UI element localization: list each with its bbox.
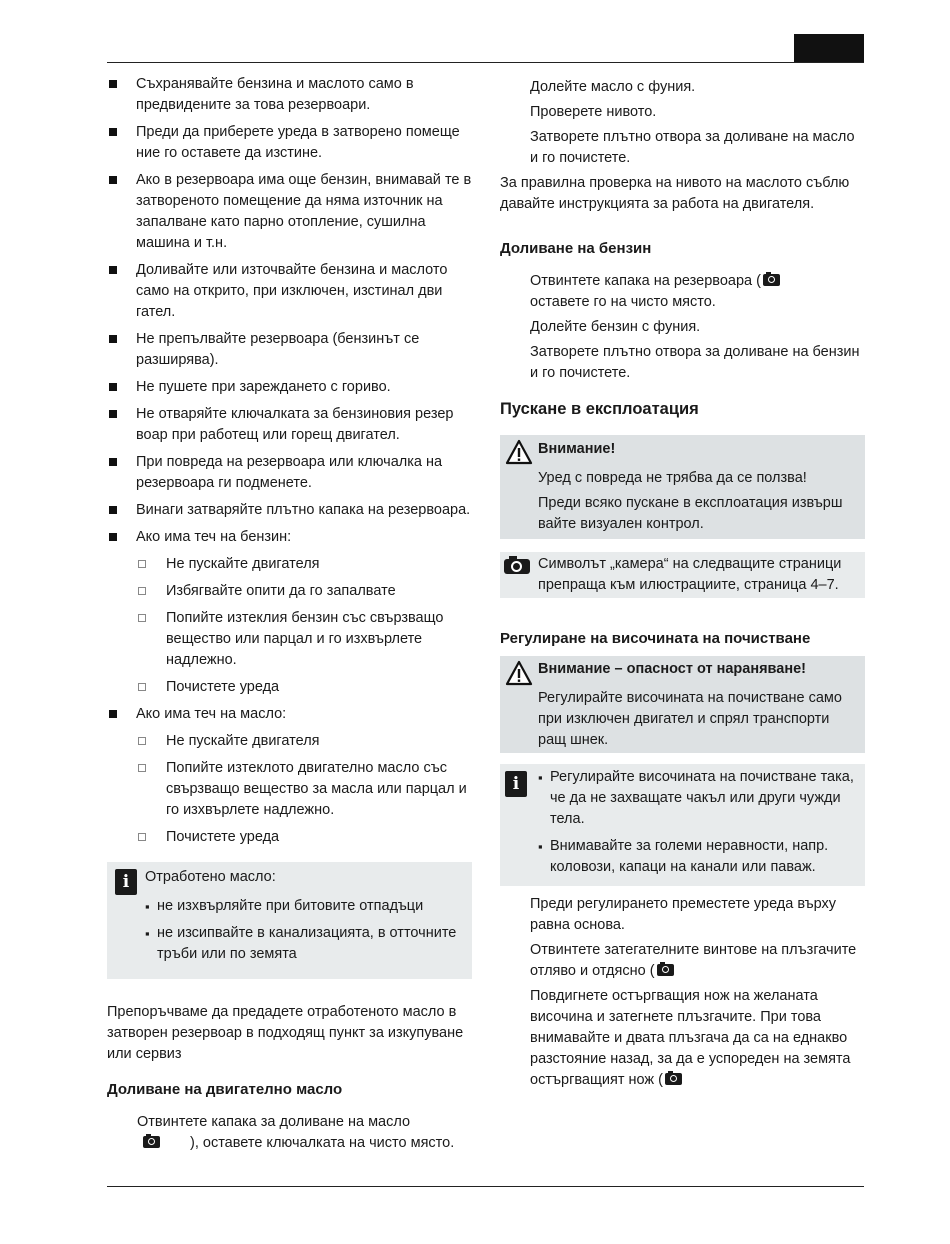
- list-item: Доливайте или източвайте бензина и маслото само на открито, при изключен, изстинал дви гател.: [107, 260, 472, 323]
- fuel-section-heading: Доливане на бензин: [500, 240, 652, 257]
- oil-leak-sublist: [136, 731, 472, 848]
- height-step: Преди регулирането преместете уреда върху равна основа.: [530, 896, 837, 933]
- warning-line: Уред с повреда не трябва да се ползва!: [538, 470, 807, 486]
- height-step-3: [500, 986, 865, 1091]
- height-step-2-text: Отвинтете затегателните винтове на плъзгачите отляво и отдясно (: [530, 942, 857, 979]
- list-item: Ако в резервоара има още бензин, внимавай те в затвореното помещение да няма източник на запалване като парно отопление, сушилна машина и т.н.: [107, 170, 472, 254]
- used-oil-title: Отработено масло:: [145, 869, 276, 885]
- fuel-leak-sublist: [136, 554, 472, 698]
- camera-icon: [665, 1073, 682, 1085]
- camera-icon: [143, 1136, 160, 1148]
- camera-icon: [504, 559, 530, 574]
- header-rule: [107, 62, 864, 63]
- height-info-list: [538, 767, 857, 878]
- list-item: Винаги затваряйте плътно капака на резервоара.: [107, 500, 472, 521]
- list-item: ▪ не изхвърляйте при битовите отпадъци: [145, 896, 464, 917]
- sub-list-item: Не пускайте двигателя: [136, 731, 472, 752]
- warning-text: Регулирайте височината на почистване само при изключен двигател и спрял транспорти ращ шнек.: [538, 690, 842, 748]
- fuel-step-1-text: Отвинтете капака на резервоара (: [530, 273, 761, 289]
- oil-step: Проверете нивото.: [530, 104, 657, 120]
- oil-leak-label: Ако има теч на масло:: [136, 706, 287, 722]
- list-item: Не пушете при зареждането с гориво.: [107, 377, 472, 398]
- fuel-leak-item: [107, 527, 472, 698]
- fuel-step: Затворете плътно отвора за доливане на бензин и го почистете.: [530, 344, 860, 381]
- right-column: [500, 77, 865, 1095]
- info-icon: i: [115, 869, 137, 895]
- left-column: [107, 74, 472, 1158]
- oil-note: За правилна проверка на нивото на маслото съблю давайте инструкцията за работа на двигателя.: [500, 175, 850, 212]
- list-item: ▪ Внимавайте за големи неравности, напр. коловози, капаци на канали или паваж.: [538, 836, 857, 878]
- sub-list-item: Почистете уреда: [136, 677, 472, 698]
- oil-step-1-text-cont: ), оставете ключалката на чисто място.: [190, 1135, 455, 1151]
- fuel-leak-label: Ако има теч на бензин:: [136, 529, 292, 545]
- startup-heading: Пускане в експлоатация: [500, 400, 699, 418]
- oil-step-1-text: Отвинтете капака за доливане на масло: [137, 1114, 411, 1130]
- safety-list: [107, 74, 472, 848]
- fuel-step-1-text-cont: оставете го на чисто място.: [530, 294, 716, 310]
- sub-list-item: Избягвайте опити да го запалвате: [136, 581, 472, 602]
- fuel-step: Долейте бензин с фуния.: [530, 319, 701, 335]
- used-oil-info-box: [107, 862, 472, 979]
- info-icon: i: [505, 771, 527, 797]
- page-tab-marker: [794, 34, 864, 62]
- sub-list-item: Почистете уреда: [136, 827, 472, 848]
- oil-leak-item: [107, 704, 472, 848]
- list-item: ▪ не изсипвайте в канализацията, в отточните тръби или по земята: [145, 923, 464, 965]
- sub-list-item: Не пускайте двигателя: [136, 554, 472, 575]
- warning-triangle-icon: [505, 439, 533, 465]
- height-info-box: [500, 764, 865, 886]
- oil-section-heading: Доливане на двигателно масло: [107, 1081, 343, 1098]
- recommend-paragraph: Препоръчваме да предадете отработеното масло в затворен резервоар в подходящ пункт за изкупуване или сервиз: [107, 1004, 464, 1062]
- list-item: Не препълвайте резервоара (бензинът се разширява).: [107, 329, 472, 371]
- oil-step: Затворете плътно отвора за доливане на масло и го почистете.: [530, 129, 855, 166]
- list-item: Преди да приберете уреда в затворено помеще ние го оставете да изстине.: [107, 122, 472, 164]
- height-step-2: [500, 940, 865, 982]
- warning-title: Внимание – опасност от нараняване!: [538, 661, 806, 677]
- list-item: Съхранявайте бензина и маслото само в предвидените за това резервоари.: [107, 74, 472, 116]
- warning-triangle-icon: [505, 660, 533, 686]
- camera-icon: [657, 964, 674, 976]
- sub-list-item: Попийте изтеклия бензин със свързващо вещество или парцал и го изхвърлете надлежно.: [136, 608, 472, 671]
- used-oil-list: [145, 896, 464, 965]
- list-item: ▪ Регулирайте височината на почистване така, че да не захващате чакъл или други чужди тела.: [538, 767, 857, 830]
- height-warning-box: [500, 656, 865, 753]
- warning-title: Внимание!: [538, 441, 616, 457]
- startup-warning-box: [500, 435, 865, 539]
- list-item: При повреда на резервоара или ключалка на резервоара ги подменете.: [107, 452, 472, 494]
- sub-list-item: Попийте изтеклото двигателно масло със свързващо вещество за масла или парцал и го изхвърлете надлежно.: [136, 758, 472, 821]
- oil-step-1: [107, 1112, 472, 1154]
- warning-line: Преди всяко пускане в експлоатация извърш вайте визуален контрол.: [538, 495, 843, 532]
- fuel-step-1: [500, 271, 865, 313]
- camera-note-text: Символът „камера“ на следващите страници препраща към илюстрациите, страница 4–7.: [538, 556, 842, 593]
- camera-note-box: [500, 552, 865, 598]
- camera-icon: [763, 274, 780, 286]
- height-step-3-text: Повдигнете остъргващия нож на желаната височина и затегнете плъзгачите. При това внимавайте и двата плъзгача да са на еднакво разстояние назад, за да е успореден на земята остъргващият нож (: [530, 988, 851, 1088]
- footer-rule: [107, 1186, 864, 1187]
- list-item: Не отваряйте ключалката за бензиновия резер воар при работещ или горещ двигател.: [107, 404, 472, 446]
- height-heading: Регулиране на височината на почистване: [500, 630, 811, 647]
- oil-step: Долейте масло с фуния.: [530, 79, 696, 95]
